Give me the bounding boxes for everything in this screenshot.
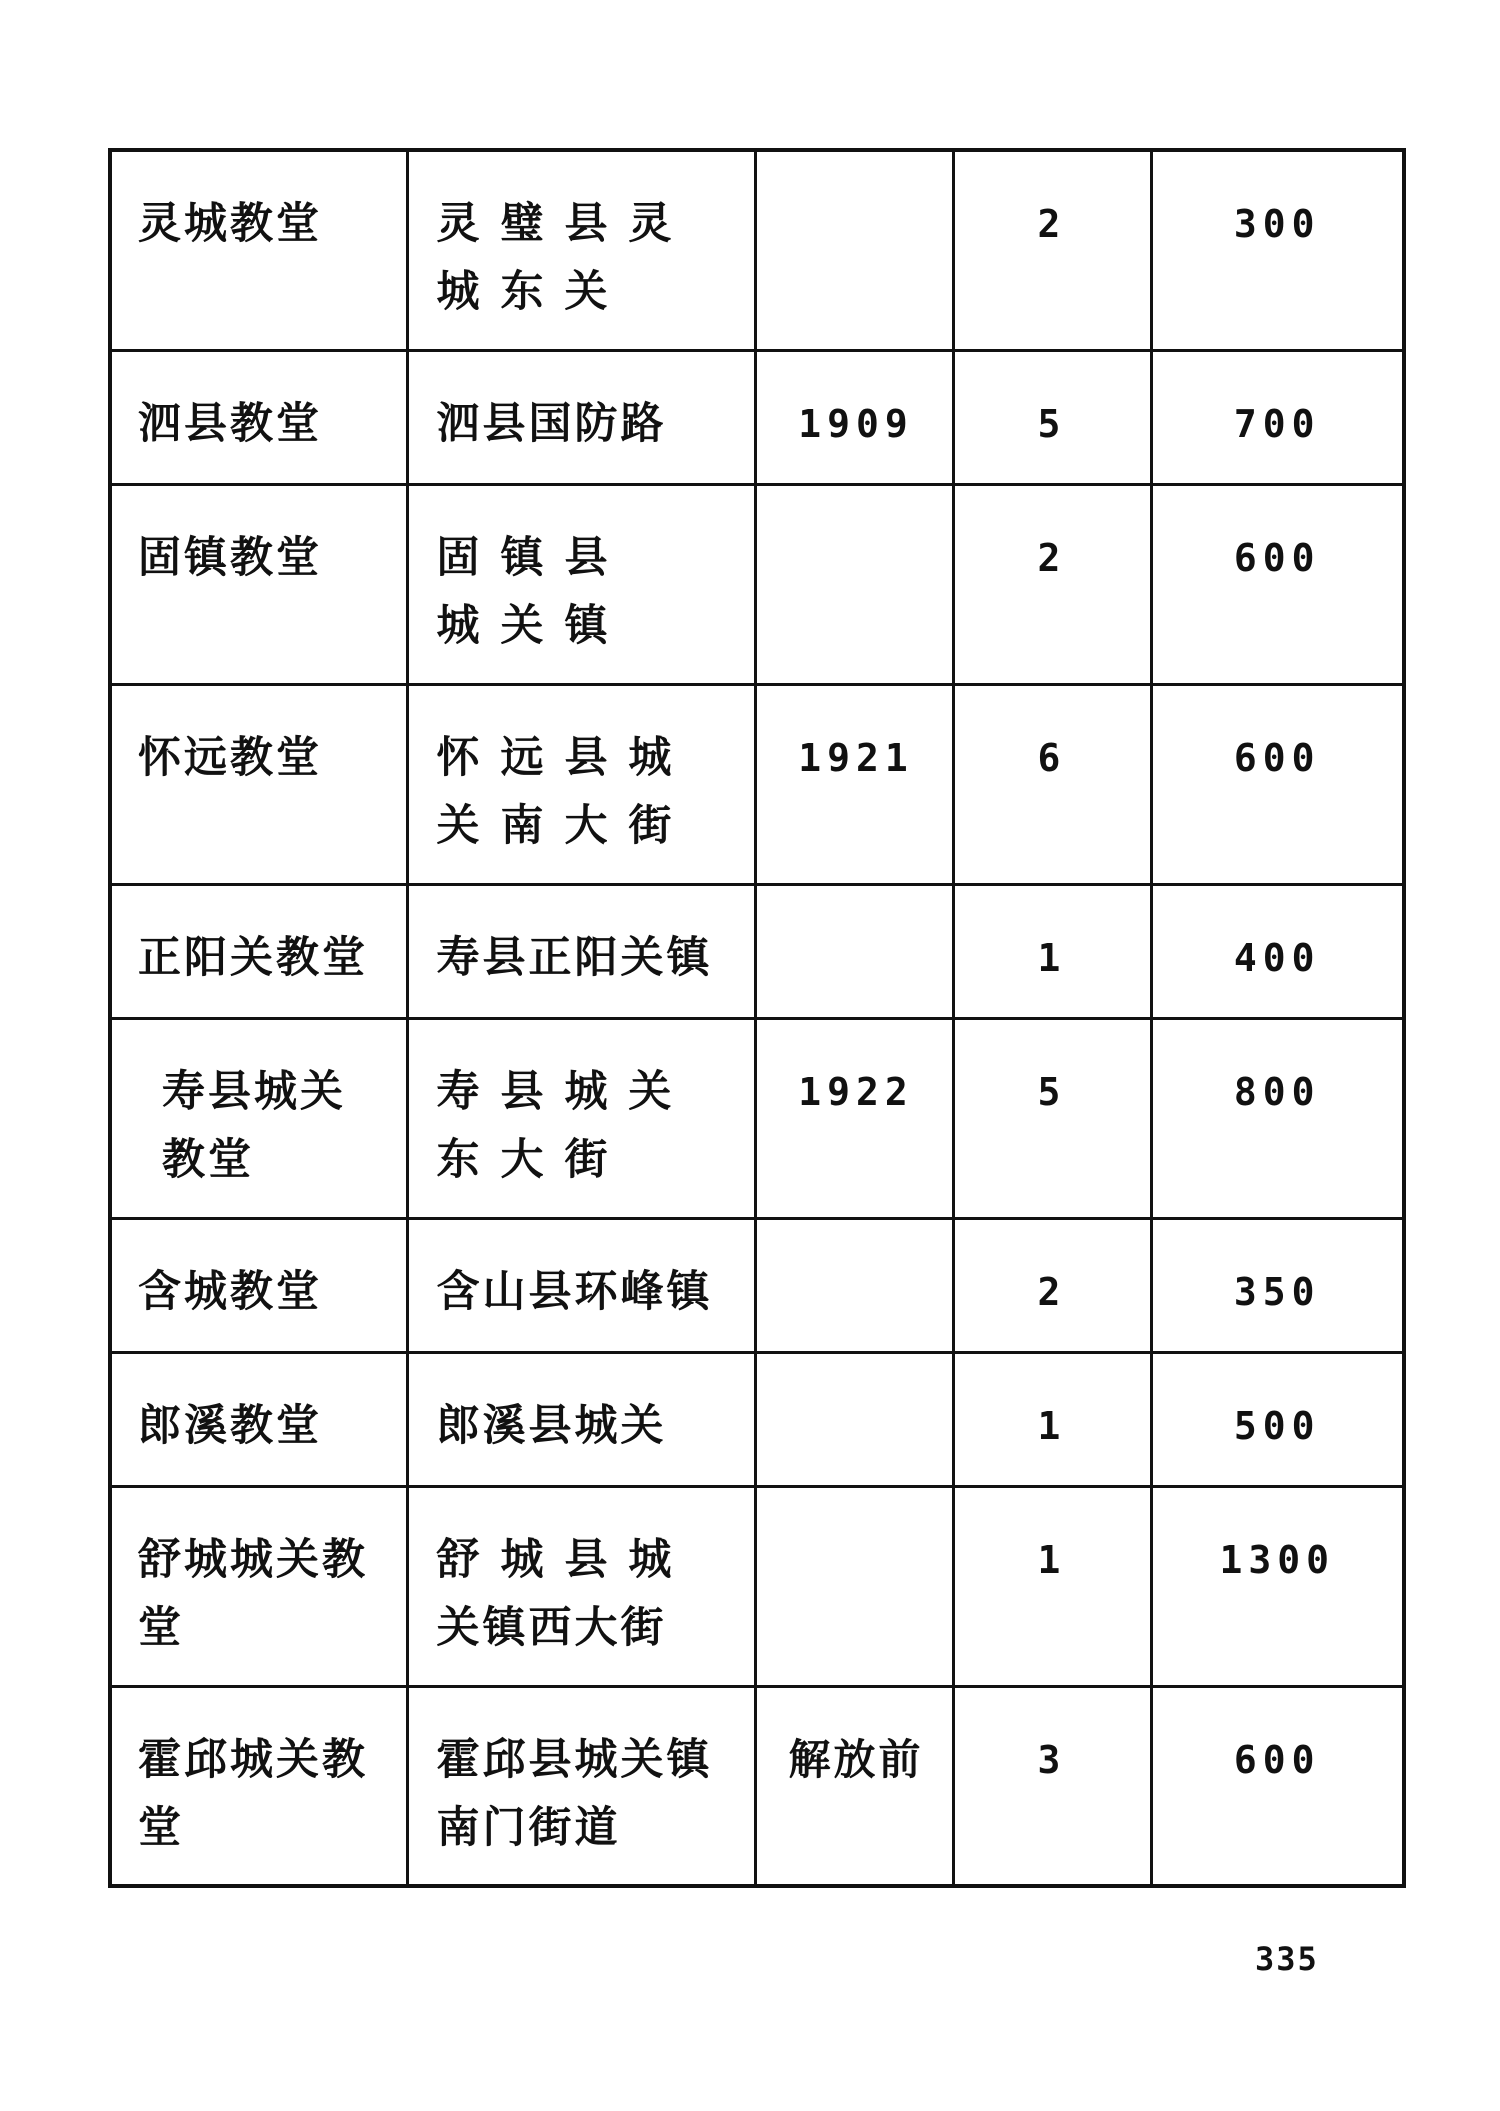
church-location: 寿县正阳关镇 [436, 932, 713, 983]
church-count: 1 [1037, 935, 1067, 980]
table-row [110, 350, 1404, 484]
church-location: 灵 璧 县 灵 城 东 关 [436, 199, 675, 317]
church-name: 寿县城关 教堂 [162, 1066, 346, 1185]
table-row [110, 1218, 1404, 1352]
area-cell [1151, 350, 1404, 484]
location-cell [407, 1486, 755, 1686]
church-location: 霍邱县城关镇 南门街道 [436, 1734, 713, 1853]
year-cell [755, 1018, 953, 1218]
church-year: 解放前 [788, 1734, 924, 1784]
location-cell [407, 1686, 755, 1886]
area-cell [1151, 150, 1404, 350]
count-cell [953, 1018, 1151, 1218]
church-name-cell [110, 1018, 407, 1218]
church-location: 寿 县 城 关 东 大 街 [436, 1066, 675, 1185]
church-name-cell [110, 1218, 407, 1352]
church-name-cell [110, 350, 407, 484]
church-location: 固 镇 县 城 关 镇 [436, 532, 611, 651]
location-cell [407, 884, 755, 1018]
table-row [110, 884, 1404, 1018]
church-name: 正阳关教堂 [138, 932, 368, 983]
table-row [110, 150, 1404, 350]
location-cell [407, 1352, 755, 1486]
church-name: 舒城城关教堂 [138, 1534, 368, 1653]
year-cell [755, 1352, 953, 1486]
year-cell [755, 484, 953, 684]
church-year [757, 1488, 952, 1526]
church-count: 2 [1037, 1269, 1067, 1314]
year-cell [755, 1686, 953, 1886]
year-cell [755, 1486, 953, 1686]
table-row [110, 1018, 1404, 1218]
church-area: 500 [1233, 1403, 1321, 1448]
church-area: 600 [1233, 735, 1321, 780]
church-name-cell [110, 884, 407, 1018]
table-row [110, 484, 1404, 684]
church-count: 2 [1037, 202, 1067, 246]
church-name-cell [110, 1686, 407, 1886]
church-table [108, 148, 1406, 1888]
location-cell [407, 150, 755, 350]
church-name: 郎溪教堂 [138, 1400, 322, 1451]
church-name-cell [110, 1486, 407, 1686]
church-count: 5 [1037, 401, 1067, 446]
church-location: 含山县环峰镇 [436, 1266, 713, 1317]
church-year [757, 1220, 952, 1258]
church-count: 1 [1037, 1403, 1067, 1448]
church-count: 5 [1037, 1069, 1067, 1114]
year-cell [755, 684, 953, 884]
church-location: 舒 城 县 城 关镇西大街 [436, 1534, 675, 1653]
page-number: 335 [1255, 1940, 1319, 1978]
church-year: 1909 [798, 401, 914, 446]
church-area: 350 [1233, 1269, 1321, 1314]
location-cell [407, 684, 755, 884]
church-name: 霍邱城关教堂 [138, 1734, 368, 1853]
area-cell [1151, 1486, 1404, 1686]
location-cell [407, 1218, 755, 1352]
church-year: 1921 [798, 735, 914, 780]
area-cell [1151, 884, 1404, 1018]
count-cell [953, 484, 1151, 684]
church-name: 灵城教堂 [138, 199, 322, 249]
church-year [757, 152, 952, 190]
area-cell [1151, 484, 1404, 684]
area-cell [1151, 1018, 1404, 1218]
church-name-cell [110, 684, 407, 884]
table-row [110, 1352, 1404, 1486]
table-row [110, 1686, 1404, 1886]
count-cell [953, 350, 1151, 484]
year-cell [755, 884, 953, 1018]
area-cell [1151, 1686, 1404, 1886]
church-location: 郎溪县城关 [436, 1400, 667, 1451]
area-cell [1151, 684, 1404, 884]
count-cell [953, 1218, 1151, 1352]
year-cell [755, 150, 953, 350]
church-name-cell [110, 150, 407, 350]
church-area: 700 [1233, 401, 1321, 446]
church-location: 怀 远 县 城 关 南 大 街 [436, 732, 675, 851]
church-location: 泗县国防路 [436, 398, 667, 449]
church-name-cell [110, 1352, 407, 1486]
area-cell [1151, 1218, 1404, 1352]
church-name: 含城教堂 [138, 1266, 322, 1317]
table-row [110, 684, 1404, 884]
church-count: 6 [1037, 735, 1067, 780]
church-area: 600 [1233, 535, 1321, 580]
location-cell [407, 350, 755, 484]
count-cell [953, 1486, 1151, 1686]
count-cell [953, 684, 1151, 884]
church-name: 怀远教堂 [138, 732, 322, 783]
church-year: 1922 [798, 1069, 914, 1114]
location-cell [407, 484, 755, 684]
church-name: 固镇教堂 [138, 532, 322, 583]
church-year [757, 886, 952, 924]
church-area: 300 [1233, 202, 1321, 246]
count-cell [953, 150, 1151, 350]
church-count: 2 [1037, 535, 1067, 580]
table-row [110, 1486, 1404, 1686]
church-year [757, 486, 952, 524]
church-count: 1 [1037, 1537, 1067, 1582]
area-cell [1151, 1352, 1404, 1486]
church-area: 1300 [1219, 1537, 1335, 1582]
count-cell [953, 1686, 1151, 1886]
church-name-cell [110, 484, 407, 684]
church-count: 3 [1037, 1737, 1067, 1782]
church-name: 泗县教堂 [138, 398, 322, 449]
church-area: 800 [1233, 1069, 1321, 1114]
count-cell [953, 1352, 1151, 1486]
count-cell [953, 884, 1151, 1018]
year-cell [755, 1218, 953, 1352]
year-cell [755, 350, 953, 484]
church-year [757, 1354, 952, 1392]
location-cell [407, 1018, 755, 1218]
church-area: 600 [1233, 1737, 1321, 1782]
church-area: 400 [1233, 935, 1321, 980]
